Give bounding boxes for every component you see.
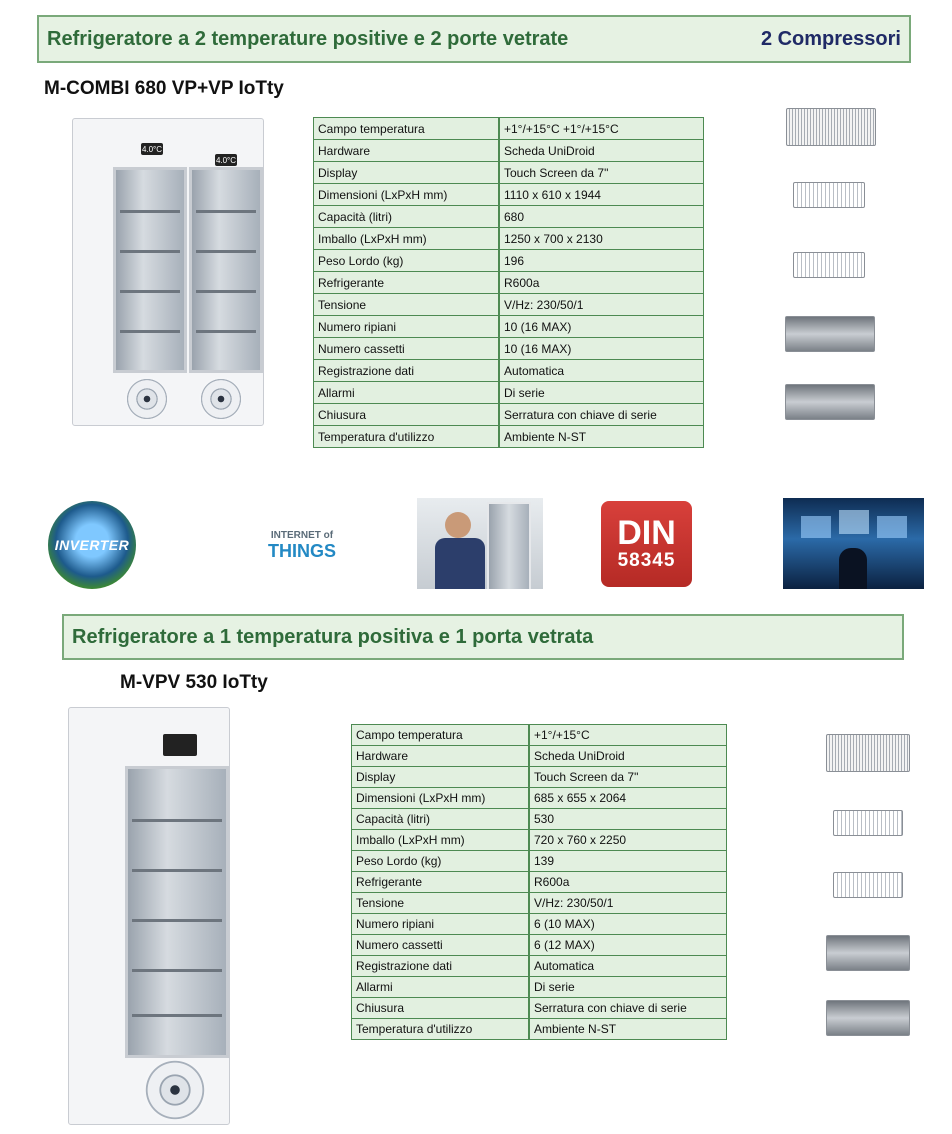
spec-value: Touch Screen da 7" xyxy=(529,767,727,788)
section2-spec-table xyxy=(351,724,727,1040)
spec-value: +1°/+15°C xyxy=(529,725,727,746)
spec-label: Imballo (LxPxH mm) xyxy=(352,830,530,851)
section1-model-name: M-COMBI 680 VP+VP IoTty xyxy=(44,78,284,99)
spec-row xyxy=(352,977,727,998)
spec-label: Hardware xyxy=(314,140,500,162)
spec-label: Peso Lordo (kg) xyxy=(314,250,500,272)
spec-value: 196 xyxy=(499,250,704,272)
technician-photo xyxy=(417,498,543,589)
spec-label: Allarmi xyxy=(314,382,500,404)
spec-label: Tensione xyxy=(314,294,500,316)
spec-value: Automatica xyxy=(499,360,704,382)
control-room-photo xyxy=(783,498,924,589)
spec-value: 139 xyxy=(529,851,727,872)
spec-value: +1°/+15°C +1°/+15°C xyxy=(499,118,704,140)
inverter-icon xyxy=(48,501,136,589)
spec-label: Numero ripiani xyxy=(314,316,500,338)
spec-label: Temperatura d'utilizzo xyxy=(314,426,500,448)
section1-banner xyxy=(37,15,911,63)
wire-basket-image xyxy=(786,108,876,146)
spec-row xyxy=(352,914,727,935)
spec-value: 10 (16 MAX) xyxy=(499,338,704,360)
spec-value: V/Hz: 230/50/1 xyxy=(529,893,727,914)
glass-door xyxy=(125,766,229,1058)
spec-label: Display xyxy=(314,162,500,184)
spec-row xyxy=(314,228,704,250)
spec-label: Capacità (litri) xyxy=(352,809,530,830)
glass-door-right xyxy=(189,167,263,373)
spec-label: Capacità (litri) xyxy=(314,206,500,228)
spec-value: Ambiente N-ST xyxy=(529,1019,727,1040)
section1-title: Refrigeratore a 2 temperature positive e 2 porte vetrate xyxy=(47,27,569,50)
spec-row xyxy=(352,725,727,746)
spec-row xyxy=(314,184,704,206)
steel-drawer-image-3 xyxy=(826,935,910,971)
section2-model-name: M-VPV 530 IoTty xyxy=(120,672,268,693)
spec-value: Automatica xyxy=(529,956,727,977)
wire-basket-image-2 xyxy=(826,734,910,772)
spec-value: Scheda UniDroid xyxy=(499,140,704,162)
steel-drawer-image xyxy=(785,316,875,352)
spec-label: Display xyxy=(352,767,530,788)
spec-row xyxy=(314,316,704,338)
din-label-bottom: 58345 xyxy=(617,550,676,571)
spec-row xyxy=(314,338,704,360)
spec-label: Chiusura xyxy=(314,404,500,426)
spec-row xyxy=(314,272,704,294)
spec-row xyxy=(314,162,704,184)
spec-value: 530 xyxy=(529,809,727,830)
spec-value: Serratura con chiave di serie xyxy=(529,998,727,1019)
spec-value: 6 (12 MAX) xyxy=(529,935,727,956)
fan-grille-right xyxy=(199,377,243,421)
spec-value: 6 (10 MAX) xyxy=(529,914,727,935)
spec-row xyxy=(352,767,727,788)
spec-label: Chiusura xyxy=(352,998,530,1019)
fan-grille-left xyxy=(125,377,169,421)
section1-spec-table xyxy=(313,117,704,448)
temperature-display-right: 4.0°C xyxy=(215,155,237,165)
spec-value: Di serie xyxy=(529,977,727,998)
spec-value: 685 x 655 x 2064 xyxy=(529,788,727,809)
spec-value: 1110 x 610 x 1944 xyxy=(499,184,704,206)
spec-label: Numero cassetti xyxy=(314,338,500,360)
spec-label: Hardware xyxy=(352,746,530,767)
spec-row xyxy=(352,872,727,893)
spec-label: Registrazione dati xyxy=(352,956,530,977)
spec-row xyxy=(314,250,704,272)
spec-row xyxy=(352,956,727,977)
spec-row xyxy=(352,1019,727,1040)
spec-value: R600a xyxy=(529,872,727,893)
single-door-fridge-image xyxy=(68,707,230,1125)
spec-value: 1250 x 700 x 2130 xyxy=(499,228,704,250)
spec-row xyxy=(352,851,727,872)
spec-value: Touch Screen da 7" xyxy=(499,162,704,184)
internet-of-things-icon xyxy=(250,498,354,594)
din-58345-badge xyxy=(601,501,692,587)
spec-label: Dimensioni (LxPxH mm) xyxy=(352,788,530,809)
spec-label: Peso Lordo (kg) xyxy=(352,851,530,872)
spec-value: V/Hz: 230/50/1 xyxy=(499,294,704,316)
spec-row xyxy=(314,426,704,448)
spec-label: Campo temperatura xyxy=(352,725,530,746)
spec-row xyxy=(352,893,727,914)
spec-label: Numero ripiani xyxy=(352,914,530,935)
steel-drawer-image-4 xyxy=(826,1000,910,1036)
spec-label: Allarmi xyxy=(352,977,530,998)
wire-shelf-image-2 xyxy=(793,252,865,278)
spec-row xyxy=(314,404,704,426)
spec-label: Tensione xyxy=(352,893,530,914)
fan-grille xyxy=(143,1058,207,1122)
iot-label-bottom: THINGS xyxy=(267,541,336,561)
section2-banner xyxy=(62,614,904,660)
spec-value: Di serie xyxy=(499,382,704,404)
spec-row xyxy=(314,140,704,162)
spec-label: Imballo (LxPxH mm) xyxy=(314,228,500,250)
spec-row xyxy=(352,830,727,851)
spec-row xyxy=(314,294,704,316)
glass-door-left xyxy=(113,167,187,373)
iot-label-top: INTERNET of xyxy=(270,530,334,541)
touch-screen-display xyxy=(163,734,197,756)
wire-shelf-image-3 xyxy=(833,810,903,836)
spec-label: Temperatura d'utilizzo xyxy=(352,1019,530,1040)
double-door-fridge-image xyxy=(72,118,264,426)
spec-row xyxy=(352,788,727,809)
spec-label: Refrigerante xyxy=(352,872,530,893)
spec-value: Scheda UniDroid xyxy=(529,746,727,767)
spec-row xyxy=(314,382,704,404)
spec-row xyxy=(352,935,727,956)
spec-value: 680 xyxy=(499,206,704,228)
spec-row xyxy=(314,206,704,228)
spec-row xyxy=(352,998,727,1019)
section2-title: Refrigeratore a 1 temperatura positiva e 1 porta vetrata xyxy=(72,625,594,648)
spec-label: Campo temperatura xyxy=(314,118,500,140)
spec-row xyxy=(352,809,727,830)
steel-drawer-image-2 xyxy=(785,384,875,420)
spec-row xyxy=(352,746,727,767)
spec-label: Numero cassetti xyxy=(352,935,530,956)
temperature-display-left: 4.0°C xyxy=(141,144,163,154)
spec-label: Registrazione dati xyxy=(314,360,500,382)
spec-label: Refrigerante xyxy=(314,272,500,294)
din-label-top: DIN xyxy=(617,514,676,552)
spec-value: Ambiente N-ST xyxy=(499,426,704,448)
spec-value: 720 x 760 x 2250 xyxy=(529,830,727,851)
spec-value: Serratura con chiave di serie xyxy=(499,404,704,426)
spec-row xyxy=(314,360,704,382)
spec-label: Dimensioni (LxPxH mm) xyxy=(314,184,500,206)
compressor-badge: 2 Compressori xyxy=(760,27,901,50)
wire-shelf-image xyxy=(793,182,865,208)
spec-value: 10 (16 MAX) xyxy=(499,316,704,338)
inverter-label: INVERTER xyxy=(54,537,130,553)
spec-value: R600a xyxy=(499,272,704,294)
spec-row xyxy=(314,118,704,140)
wire-shelf-image-4 xyxy=(833,872,903,898)
